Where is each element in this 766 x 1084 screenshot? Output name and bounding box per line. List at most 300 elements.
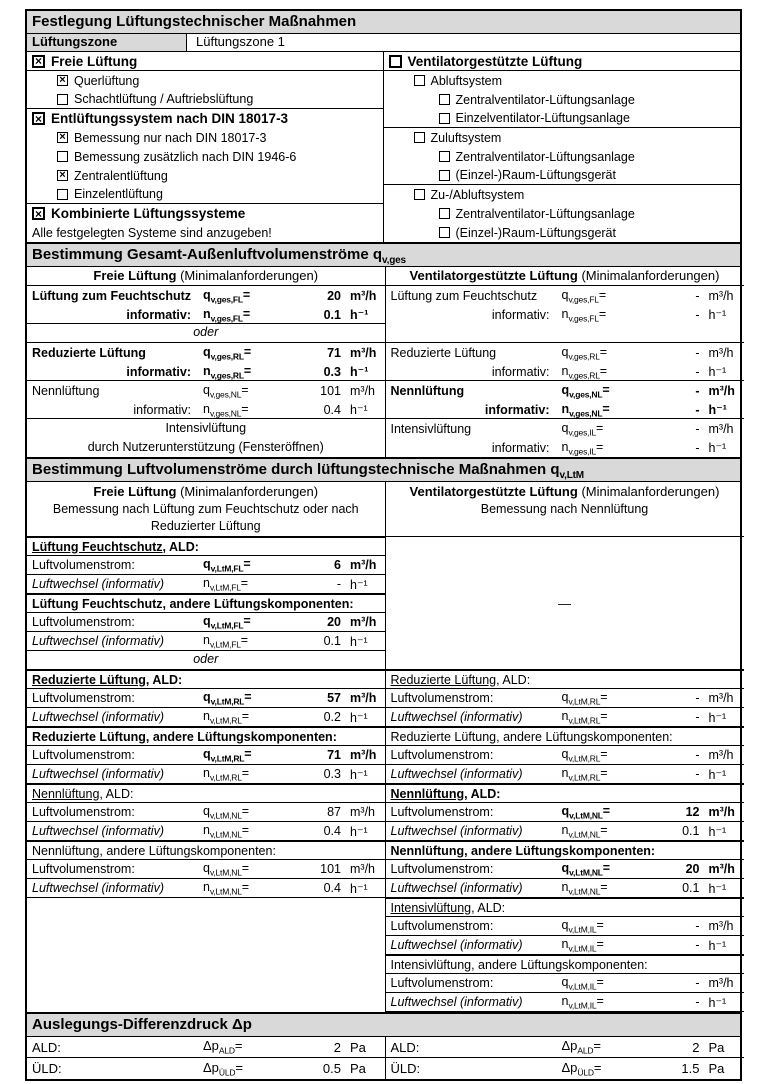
- measure-label: Lüftung zum Feuchtschutz: [390, 288, 538, 303]
- measure-group-nennl-ftung: [386, 381, 744, 419]
- measure-value: 0.4: [323, 824, 341, 838]
- system-item-zentralventilator-l-ftungsanlage: [384, 204, 741, 223]
- measure-label: Luftvolumenstrom:: [390, 691, 494, 705]
- measure-label: Luftwechsel (informativ): [32, 710, 164, 724]
- measure-value: -: [695, 976, 700, 990]
- measure-label: Luftvolumenstrom:: [390, 976, 494, 990]
- measure-label: Luftvolumenstrom:: [32, 862, 135, 876]
- measure-group-intensivl-ftung: [27, 419, 385, 457]
- measure-value: -: [695, 345, 700, 360]
- measure-label: informativ:: [126, 364, 191, 379]
- block-title-intensivl-ftung: Intensivlüftung , ALD:: [386, 898, 744, 917]
- volume-flow-row: [386, 286, 744, 305]
- empty-filler: [27, 898, 385, 1012]
- column-header-normal: (Minimalanforderungen): [577, 268, 720, 283]
- system-header-ventilatorgest-tzte-l-ftung: [384, 52, 741, 71]
- measure-unit: m³/h: [708, 383, 735, 398]
- pressure-row-ld: [27, 1058, 385, 1079]
- measure-unit: h⁻¹: [350, 881, 368, 896]
- checkbox-checked-icon: ×: [57, 132, 68, 143]
- formula-symbol: $q_{v,LtM,NL}=$: [561, 804, 611, 821]
- block-title-reduzierte-l-ftung-andere-l-ftungskompon: Reduzierte Lüftung, andere Lüftungskomponenten:: [27, 727, 385, 746]
- system-item-einzel-raum-l-ftungsger-t: [384, 166, 741, 185]
- volume-flow-row: [27, 613, 385, 632]
- measure-unit: m³/h: [708, 691, 734, 705]
- formula-symbol: $n_{v,LtM,RL}=$: [203, 766, 250, 783]
- measure-label: Luftwechsel (informativ): [32, 577, 164, 591]
- measure-unit: m³/h: [350, 748, 377, 762]
- volume-flow-row: [386, 419, 744, 438]
- section-qvges-title-sub: v,ges: [382, 255, 406, 266]
- measure-label: Luftwechsel (informativ): [390, 767, 523, 781]
- systems-section: [27, 52, 740, 242]
- formula-symbol: $\Delta p_{ALD}=$: [203, 1038, 243, 1057]
- measure-unit: h⁻¹: [708, 767, 727, 782]
- system-header-label: Kombinierte Lüftungssysteme: [51, 206, 246, 221]
- measure-label: Luftvolumenstrom:: [32, 748, 135, 762]
- measure-value: 0.4: [323, 881, 341, 895]
- system-item-bemessung-nur-nach-din-18017-3: [27, 128, 383, 147]
- system-header-entl-ftungssystem-nach-din-18017-3: [27, 109, 383, 128]
- measure-value: -: [695, 383, 700, 398]
- measure-unit: h⁻¹: [350, 710, 368, 725]
- measure-label: Nennlüftung: [32, 383, 100, 398]
- measure-group-l-ftung-zum-feuchtschutz: [386, 286, 744, 343]
- measure-value: -: [695, 919, 700, 933]
- formula-symbol: $q_{v,LtM,NL}=$: [561, 861, 611, 878]
- measure-value: -: [695, 364, 700, 379]
- measure-label: Luftvolumenstrom:: [32, 558, 135, 572]
- column-header-line1: [27, 483, 385, 501]
- qvges-fan-column: [386, 267, 744, 457]
- volume-flow-row: [386, 381, 744, 400]
- air-change-row: [386, 438, 744, 457]
- measure-group-reduzierte-l-ftung: [27, 343, 385, 381]
- formula-symbol: $q_{v,LtM,NL}=$: [203, 804, 250, 821]
- measure-unit: h⁻¹: [708, 308, 727, 322]
- air-change-row: [386, 879, 744, 898]
- column-header-line2: Bemessung nach Nennlüftung: [480, 501, 649, 516]
- block-title-l-ftung-feuchtschutz: Lüftung Feuchtschutz , ALD:: [27, 537, 385, 556]
- measure-label: ALD:: [32, 1039, 61, 1055]
- column-header-bold: Ventilatorgestützte Lüftung: [409, 484, 578, 499]
- air-change-row: [386, 400, 744, 419]
- air-change-row: [27, 575, 385, 594]
- measure-label: Luftwechsel (informativ): [32, 881, 164, 895]
- volume-flow-row: [386, 803, 744, 822]
- measure-value: 0.3: [323, 364, 341, 379]
- measure-label: Luftwechsel (informativ): [32, 634, 164, 648]
- air-change-row: [27, 632, 385, 651]
- formula-symbol: $q_{v,ges,FL}=$: [561, 287, 607, 304]
- measure-value: -: [695, 767, 700, 781]
- column-header-line2: Bemessung nach Lüftung zum Feuchtschutz oder nach: [52, 501, 359, 516]
- measure-label: Nennlüftung: [390, 383, 465, 398]
- air-change-row: [27, 362, 385, 381]
- volume-flow-row: [386, 746, 744, 765]
- measure-unit: h⁻¹: [350, 824, 368, 839]
- formula-symbol: $n_{v,ges,FL}=$: [203, 306, 251, 323]
- formula-symbol: $n_{v,LtM,FL}=$: [203, 633, 249, 650]
- measure-label: Luftvolumenstrom:: [32, 615, 135, 629]
- measure-label: ÜLD:: [32, 1061, 62, 1076]
- measure-unit: m³/h: [708, 748, 734, 762]
- formula-symbol: $\Delta p_{ÜLD}=$: [203, 1059, 243, 1078]
- system-item-label: (Einzel-)Raum-Lüftungsgerät: [455, 168, 616, 182]
- system-note: Alle festgelegten Systeme sind anzugeben!: [32, 225, 272, 240]
- volume-flow-row: [386, 343, 744, 362]
- measure-unit: h⁻¹: [708, 365, 727, 379]
- system-header-label: Ventilatorgestützte Lüftung: [407, 53, 583, 69]
- column-header-line3: Reduzierter Lüftung: [150, 519, 261, 533]
- measure-unit: h⁻¹: [708, 824, 727, 839]
- checkbox-checked-icon: ×: [57, 75, 68, 86]
- measure-unit: h⁻¹: [708, 441, 727, 455]
- systems-fan-ventilation-column: [384, 52, 741, 242]
- volume-flow-row: [27, 803, 385, 822]
- measure-label: Luftwechsel (informativ): [390, 710, 523, 724]
- formula-symbol: $n_{v,ges,FL}=$: [561, 306, 607, 323]
- measure-value: 0.2: [323, 710, 341, 724]
- formula-symbol: $q_{v,LtM,FL}=$: [203, 557, 251, 574]
- block-title-intensivl-ftung-andere-l-ftungskomponent: Intensivlüftung, andere Lüftungskomponenten:: [386, 955, 744, 974]
- measure-unit: Pa: [708, 1061, 725, 1076]
- formula-symbol: $q_{v,LtM,NL}=$: [203, 861, 250, 878]
- intensiv-note-line: Intensivlüftung: [165, 421, 247, 435]
- measure-label: informativ:: [133, 402, 191, 417]
- measure-value: 87: [327, 805, 341, 819]
- dp-free-column: [27, 1037, 386, 1079]
- formula-symbol: $n_{v,LtM,IL}=$: [561, 937, 604, 954]
- measure-label: informativ:: [126, 307, 191, 322]
- measure-value: 20: [685, 862, 700, 876]
- system-item-zentralventilator-l-ftungsanlage: [384, 90, 741, 109]
- column-header-line1: [386, 483, 744, 501]
- system-item-label: Einzelventilator-Lüftungsanlage: [455, 111, 630, 125]
- measure-label: Luftvolumenstrom:: [390, 862, 494, 876]
- measure-value: 101: [320, 862, 341, 876]
- formula-symbol: $n_{v,LtM,NL}=$: [561, 880, 608, 897]
- measure-unit: m³/h: [708, 421, 734, 436]
- formula-symbol: $q_{v,ges,FL}=$: [203, 287, 251, 304]
- measure-value: 2: [333, 1039, 341, 1055]
- checkbox-unchecked-icon: [57, 151, 68, 162]
- formula-symbol: $n_{v,LtM,FL}=$: [203, 576, 249, 593]
- system-item-label: Schachtlüftung / Auftriebslüftung: [74, 92, 254, 106]
- no-entry-placeholder: —: [386, 537, 744, 670]
- checkbox-unchecked-icon: [439, 94, 450, 105]
- block-title-underlined: Intensivlüftung: [390, 900, 472, 915]
- zone-value: Lüftungszone 1: [196, 34, 285, 49]
- column-header-normal: (Minimalanforderungen): [176, 484, 319, 499]
- formula-symbol: $n_{v,ges,NL}=$: [561, 401, 610, 418]
- column-header-bold: Freie Lüftung: [93, 268, 177, 283]
- air-change-row: [386, 936, 744, 955]
- air-change-row: [27, 765, 385, 784]
- system-item-zuluftsystem: [384, 128, 741, 147]
- formula-symbol: $n_{v,LtM,NL}=$: [203, 880, 250, 897]
- air-change-row: [386, 765, 744, 784]
- measure-label: Lüftung zum Feuchtschutz: [32, 288, 192, 303]
- measure-unit: h⁻¹: [708, 881, 727, 896]
- measure-label: Luftwechsel (informativ): [32, 824, 164, 838]
- column-header-normal: (Minimalanforderungen): [577, 484, 720, 499]
- volume-flow-row: [27, 286, 385, 305]
- formula-symbol: $q_{v,ges,NL}=$: [561, 382, 610, 399]
- system-header-label: Entlüftungssystem nach DIN 18017-3: [51, 111, 289, 126]
- block-title-underlined: Nennlüftung: [32, 786, 100, 801]
- formula-symbol: $\Delta p_{ALD}=$: [561, 1038, 601, 1057]
- measure-label: informativ:: [491, 364, 550, 379]
- system-item-zu-abluftsystem: [384, 185, 741, 204]
- formula-symbol: $n_{v,ges,RL}=$: [561, 363, 608, 380]
- measure-value: -: [695, 995, 700, 1009]
- qvltm-fan-column-header: [386, 482, 744, 537]
- block-title-reduzierte-l-ftung: Reduzierte Lüftung , ALD:: [27, 670, 385, 689]
- block-title-underlined: Lüftung Feuchtschutz: [32, 539, 163, 554]
- system-item-label: Bemessung nur nach DIN 18017-3: [74, 130, 267, 145]
- measure-value: 71: [327, 345, 341, 360]
- system-item-label: Bemessung zusätzlich nach DIN 1946-6: [74, 149, 297, 164]
- measure-label: Luftvolumenstrom:: [390, 748, 494, 762]
- zone-label: Lüftungszone: [27, 34, 187, 51]
- measure-unit: m³/h: [708, 345, 734, 360]
- formula-symbol: $q_{v,LtM,FL}=$: [203, 614, 251, 631]
- system-item-zentralentl-ftung: [27, 166, 383, 185]
- measure-value: 0.1: [682, 881, 700, 895]
- measure-label: Luftvolumenstrom:: [32, 805, 135, 819]
- formula-symbol: $q_{v,LtM,RL}=$: [561, 690, 608, 707]
- checkbox-checked-icon: ×: [57, 170, 68, 181]
- volume-flow-row: [386, 974, 744, 993]
- measure-unit: m³/h: [350, 615, 377, 629]
- formula-symbol: $n_{v,LtM,RL}=$: [561, 709, 608, 726]
- checkbox-unchecked-icon: [389, 55, 402, 68]
- qvltm-section: [27, 482, 740, 1012]
- checkbox-unchecked-icon: [439, 227, 450, 238]
- measure-unit: h⁻¹: [350, 577, 368, 592]
- system-item-abluftsystem: [384, 71, 741, 90]
- measure-unit: h⁻¹: [708, 403, 727, 417]
- ventilation-form: [25, 9, 742, 1081]
- formula-symbol: $q_{v,ges,IL}=$: [561, 420, 604, 437]
- block-title-nennl-ftung-andere-l-ftungskomponenten: Nennlüftung, andere Lüftungskomponenten:: [27, 841, 385, 860]
- section-dp-header: Auslegungs-Differenzdruck Δp: [27, 1012, 740, 1037]
- measure-value: 57: [327, 691, 341, 705]
- measure-unit: m³/h: [708, 862, 735, 876]
- system-item-schachtl-ftung-auftriebsl-ftung: [27, 90, 383, 109]
- qvltm-free-body: [27, 537, 385, 1012]
- column-header-bold: Ventilatorgestützte Lüftung: [409, 268, 578, 283]
- system-item-label: (Einzel-)Raum-Lüftungsgerät: [455, 225, 616, 240]
- measure-unit: h⁻¹: [708, 995, 727, 1010]
- system-item-label: Zu-/Abluftsystem: [430, 187, 525, 202]
- zone-row: [27, 34, 740, 52]
- measure-group-reduzierte-l-ftung: [386, 343, 744, 381]
- volume-flow-row: [27, 860, 385, 879]
- measure-value: -: [695, 710, 700, 724]
- oder-divider: oder: [27, 651, 385, 670]
- measure-value: -: [695, 748, 700, 762]
- measure-unit: m³/h: [350, 691, 377, 705]
- measure-label: Luftvolumenstrom:: [390, 805, 494, 819]
- measure-value: 0.1: [682, 824, 700, 838]
- volume-flow-row: [27, 381, 385, 400]
- formula-symbol: $q_{v,LtM,IL}=$: [561, 918, 604, 935]
- measure-label: Luftwechsel (informativ): [32, 767, 164, 781]
- formula-symbol: $n_{v,LtM,NL}=$: [561, 823, 608, 840]
- system-item-querl-ftung: [27, 71, 383, 90]
- air-change-row: [27, 400, 385, 419]
- pressure-row-ald: [27, 1037, 385, 1058]
- measure-unit: m³/h: [350, 383, 375, 398]
- system-item-zentralventilator-l-ftungsanlage: [384, 147, 741, 166]
- measure-unit: Pa: [350, 1039, 366, 1055]
- formula-symbol: $q_{v,LtM,RL}=$: [203, 747, 252, 764]
- measure-unit: h⁻¹: [350, 365, 369, 379]
- section-qvltm-header: [27, 457, 740, 482]
- qvges-section: [27, 267, 740, 457]
- measure-group-l-ftung-zum-feuchtschutz: [27, 286, 385, 324]
- measure-label: informativ:: [484, 402, 550, 417]
- qvltm-fan-body: [386, 537, 744, 1012]
- section-qvltm-title-sub: v,LtM: [559, 470, 584, 481]
- measure-unit: m³/h: [350, 805, 375, 819]
- block-title-nennl-ftung-andere-l-ftungskomponenten: Nennlüftung, andere Lüftungskomponenten:: [386, 841, 744, 860]
- measure-value: 0.3: [323, 767, 341, 781]
- checkbox-checked-icon: ×: [32, 207, 45, 220]
- formula-symbol: $n_{v,LtM,RL}=$: [203, 709, 250, 726]
- formula-symbol: $n_{v,ges,IL}=$: [561, 439, 604, 456]
- qvltm-free-column: [27, 482, 386, 1012]
- formula-symbol: $q_{v,ges,RL}=$: [203, 344, 252, 361]
- checkbox-unchecked-icon: [439, 151, 450, 162]
- measure-unit: m³/h: [708, 919, 734, 933]
- system-item-label: Zentralventilator-Lüftungsanlage: [455, 92, 635, 107]
- measure-group-nennl-ftung: [27, 381, 385, 419]
- checkbox-checked-icon: ×: [32, 55, 45, 68]
- checkbox-unchecked-icon: [414, 132, 425, 143]
- measure-unit: m³/h: [708, 805, 735, 819]
- system-header-kombinierte-l-ftungssysteme: [27, 204, 383, 223]
- checkbox-unchecked-icon: [414, 189, 425, 200]
- formula-symbol: $n_{v,ges,RL}=$: [203, 363, 252, 380]
- column-header-normal: (Minimalanforderungen): [176, 268, 319, 283]
- air-change-row: [386, 993, 744, 1012]
- checkbox-unchecked-icon: [414, 75, 425, 86]
- block-title-nennl-ftung: Nennlüftung , ALD:: [27, 784, 385, 803]
- air-change-row: [27, 305, 385, 324]
- measure-unit: m³/h: [708, 288, 734, 303]
- system-item-label: Zuluftsystem: [430, 130, 502, 145]
- measure-value: -: [695, 288, 700, 303]
- air-change-row: [386, 822, 744, 841]
- system-header-label: Freie Lüftung: [51, 53, 138, 69]
- volume-flow-row: [27, 343, 385, 362]
- volume-flow-row: [27, 746, 385, 765]
- measure-value: 1.5: [681, 1061, 700, 1076]
- formula-symbol: $n_{v,LtM,NL}=$: [203, 823, 250, 840]
- section-qvges-title: Bestimmung Gesamt-Außenluftvolumenströme q: [32, 246, 383, 263]
- measure-unit: h⁻¹: [708, 710, 727, 725]
- measure-value: 20: [327, 615, 341, 629]
- measure-unit: m³/h: [350, 558, 377, 572]
- checkbox-unchecked-icon: [439, 170, 450, 181]
- page-title: Festlegung Lüftungstechnischer Maßnahmen: [27, 11, 740, 34]
- qvges-fan-column-header: [386, 267, 744, 286]
- volume-flow-row: [27, 556, 385, 575]
- block-title-reduzierte-l-ftung-andere-l-ftungskompon: Reduzierte Lüftung, andere Lüftungskomponenten:: [386, 727, 744, 746]
- qvltm-free-column-header: [27, 482, 385, 537]
- system-item-einzelentl-ftung: [27, 185, 383, 204]
- system-item-label: Einzelentlüftung: [74, 187, 163, 201]
- measure-label: Luftvolumenstrom:: [390, 919, 494, 933]
- measure-value: -: [695, 691, 700, 705]
- measure-label: Intensivlüftung: [390, 421, 472, 436]
- measure-unit: h⁻¹: [708, 938, 727, 953]
- measure-unit: h⁻¹: [350, 634, 368, 649]
- volume-flow-row: [386, 860, 744, 879]
- measure-label: ÜLD:: [390, 1061, 421, 1076]
- dp-fan-column: [386, 1037, 744, 1079]
- measure-unit: Pa: [708, 1039, 725, 1055]
- block-title-nennl-ftung: Nennlüftung , ALD:: [386, 784, 744, 803]
- air-change-row: [27, 708, 385, 727]
- measure-label: Luftwechsel (informativ): [390, 938, 523, 952]
- pressure-row-ald: [386, 1037, 744, 1058]
- formula-symbol: $q_{v,LtM,RL}=$: [203, 690, 252, 707]
- volume-flow-row: [386, 917, 744, 936]
- measure-value: 101: [320, 383, 341, 398]
- formula-symbol: $n_{v,ges,NL}=$: [203, 401, 249, 418]
- measure-label: informativ:: [491, 307, 550, 322]
- formula-symbol: $q_{v,ges,RL}=$: [561, 344, 608, 361]
- measure-group-intensivl-ftung: [386, 419, 744, 457]
- checkbox-unchecked-icon: [439, 208, 450, 219]
- dp-section: [27, 1037, 740, 1079]
- block-title-l-ftung-feuchtschutz-andere-l-ftungskomp: Lüftung Feuchtschutz, andere Lüftungskomponenten:: [27, 594, 385, 613]
- system-header-freie-l-ftung: [27, 52, 383, 71]
- air-change-row: [386, 362, 744, 381]
- formula-symbol: $q_{v,LtM,IL}=$: [561, 975, 604, 992]
- column-header-line3: [386, 518, 744, 536]
- oder-divider: oder: [27, 324, 385, 343]
- measure-unit: m³/h: [350, 862, 375, 876]
- section-qvges-header: [27, 242, 740, 267]
- measure-value: 0.5: [322, 1061, 341, 1076]
- formula-symbol: $q_{v,LtM,RL}=$: [561, 747, 608, 764]
- measure-value: 20: [327, 288, 341, 303]
- formula-symbol: $\Delta p_{ÜLD}=$: [561, 1059, 602, 1078]
- measure-label: Reduzierte Lüftung: [390, 345, 497, 360]
- measure-label: Reduzierte Lüftung: [32, 345, 146, 360]
- measure-unit: h⁻¹: [350, 767, 368, 782]
- measure-label: informativ:: [491, 440, 550, 455]
- qvltm-fan-column: [386, 482, 744, 1012]
- measure-label: Luftwechsel (informativ): [390, 881, 523, 895]
- measure-unit: h⁻¹: [350, 308, 369, 322]
- measure-value: -: [695, 402, 700, 417]
- formula-symbol: $q_{v,ges,NL}=$: [203, 382, 249, 399]
- measure-value: -: [695, 440, 700, 455]
- measure-label: Luftvolumenstrom:: [32, 691, 135, 705]
- system-item-bemessung-zus-tzlich-nach-din-1946-6: [27, 147, 383, 166]
- formula-symbol: $n_{v,LtM,RL}=$: [561, 766, 608, 783]
- block-title-underlined: Nennlüftung: [390, 786, 465, 801]
- measure-value: 6: [334, 558, 341, 572]
- systems-free-ventilation-column: [27, 52, 384, 242]
- measure-value: 0.4: [323, 402, 341, 417]
